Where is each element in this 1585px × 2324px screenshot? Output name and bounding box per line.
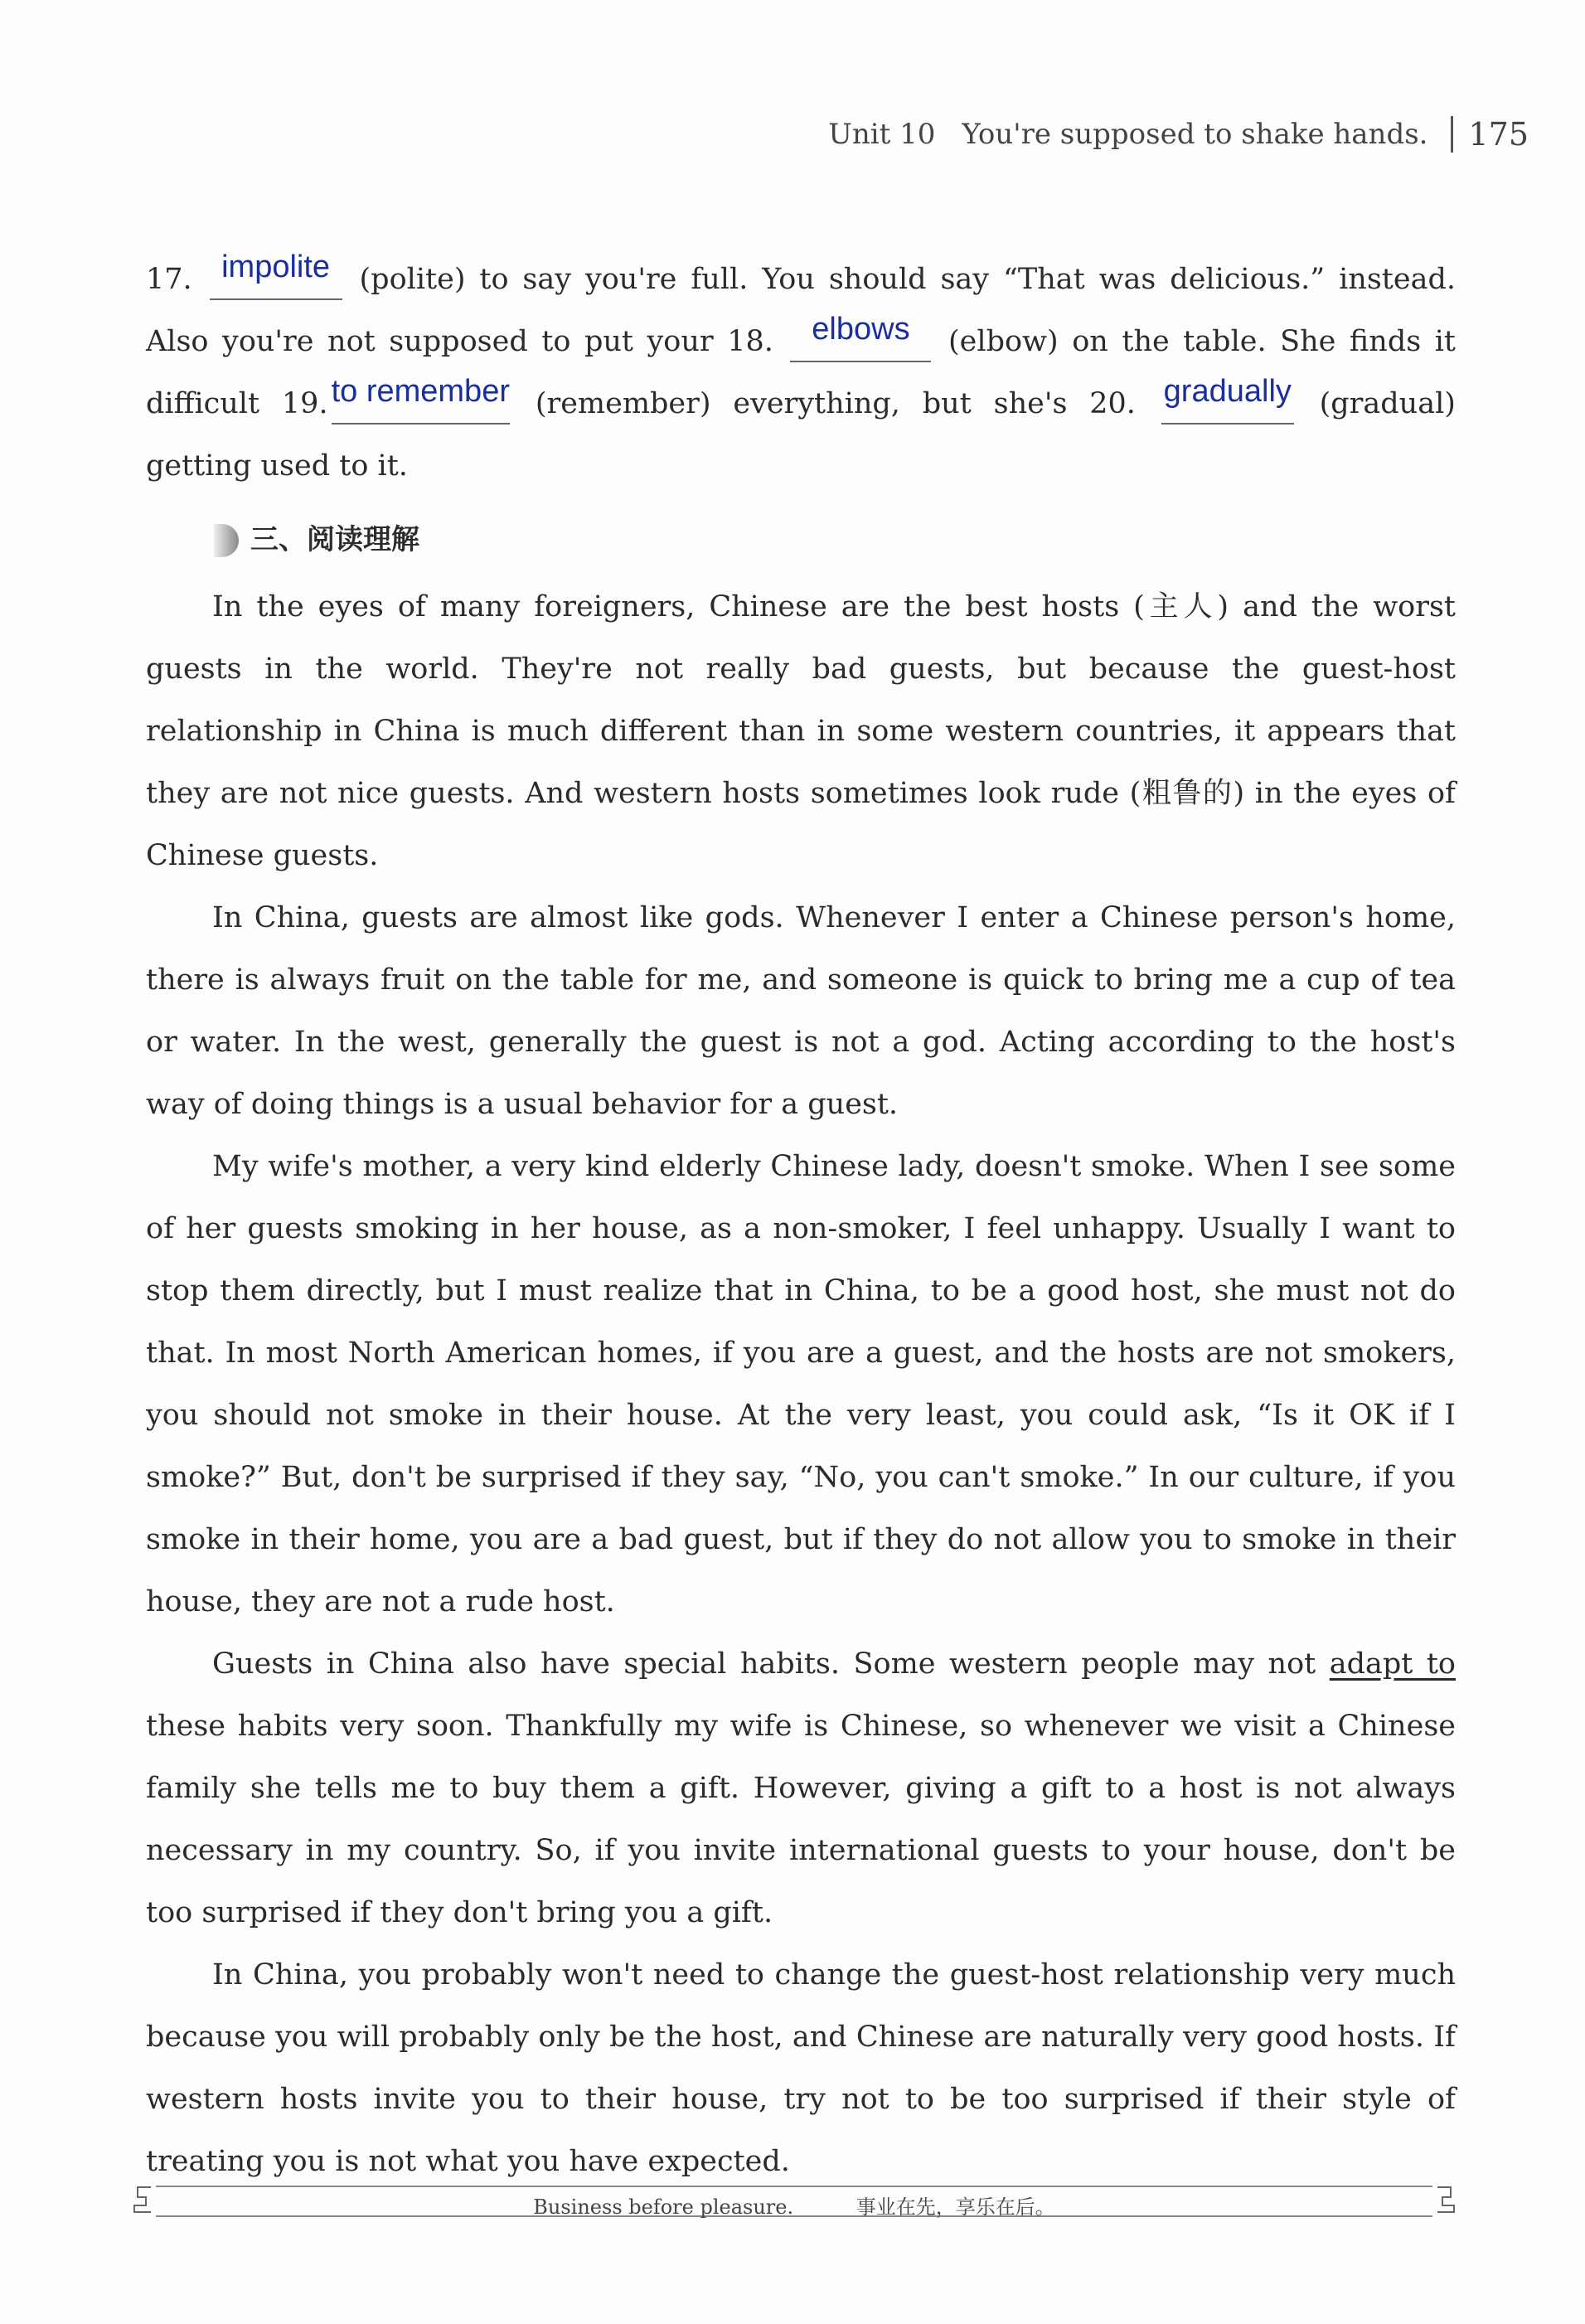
answer-17: impolite bbox=[221, 250, 331, 284]
text-17: (polite) to say you're full. You should say “That was delicious.” instead. Also you're not supposed to put your bbox=[146, 263, 1456, 358]
motto-english: Business before pleasure. bbox=[533, 2195, 794, 2219]
footer-banner bbox=[131, 2181, 1457, 2217]
page-body bbox=[146, 249, 1456, 2193]
text-18: (elbow) on the table. She finds it difficult bbox=[146, 325, 1456, 420]
unit-label: Unit 10 bbox=[828, 118, 936, 151]
page-number: 175 bbox=[1468, 116, 1529, 153]
passage-paragraph-5: In China, you probably won't need to change the guest-host relationship very much because you will probably only be the host, and Chinese are naturally very good hosts. If western hosts invite you to their house, try not to be too surprised if their style of treating you is not what you have expected. bbox=[146, 1958, 1456, 2178]
underlined-phrase: adapt to bbox=[1329, 1647, 1456, 1681]
item-number-20: 20. bbox=[1089, 387, 1136, 420]
section-title: 三、阅读理解 bbox=[250, 523, 419, 556]
passage-paragraph-4 bbox=[146, 1633, 1456, 1944]
footer-motto bbox=[131, 2191, 1457, 2220]
knot-ornament-icon bbox=[1434, 2181, 1457, 2217]
answer-blank-17 bbox=[210, 250, 342, 300]
header-divider bbox=[1451, 116, 1453, 153]
answer-19: to remember bbox=[331, 374, 510, 409]
section-heading bbox=[146, 509, 1456, 571]
p4-after: these habits very soon. Thankfully my wife is Chinese, so whenever we visit a Chinese family she tells me to buy them a gift. However, giving a gift to a host is not always necessary in my country. So, if you invite international guests to your house, don't be too surprised if they don't bring you a gift. bbox=[146, 1710, 1456, 1929]
passage-paragraph-2: In China, guests are almost like gods. Whenever I enter a Chinese person's home, there is always fruit on the table for me, and someone is quick to bring me a cup of tea or water. In the west, generally the guest is not a god. Acting according to the host's way of doing things is a usual behavior for a guest. bbox=[146, 901, 1456, 1121]
answer-18: elbows bbox=[812, 312, 910, 347]
answer-blank-19 bbox=[331, 374, 510, 425]
text-19: (remember) everything, but she's bbox=[535, 387, 1068, 420]
passage-paragraph-1: In the eyes of many foreigners, Chinese are the best hosts (主人) and the worst guests in the world. They're not really bad guests, but because the guest-host relationship in China is much different than in some western countries, it appears that they are not nice guests. And western hosts sometimes look rude (粗鲁的) in the eyes of Chinese guests. bbox=[146, 590, 1456, 872]
item-number-19: 19. bbox=[281, 387, 328, 420]
passage-paragraph-3: My wife's mother, a very kind elderly Chinese lady, doesn't smoke. When I see some of her guests smoking in her house, as a non-smoker, I feel unhappy. Usually I want to stop them directly, but I must realize that in China, to be a good host, she must not do that. In most North American homes, if you are a guest, and the hosts are not smokers, you should not smoke in their house. At the very least, you could ask, “Is it OK if I smoke?” But, don't be surprised if they say, “No, you can't smoke.” In our culture, if you smoke in their home, you are a bad guest, but if they do not allow you to smoke in their house, they are not a rude host. bbox=[146, 1150, 1456, 1618]
answer-blank-18 bbox=[790, 312, 931, 362]
half-moon-icon bbox=[214, 524, 239, 557]
item-number-18: 18. bbox=[727, 325, 773, 358]
answer-blank-20 bbox=[1161, 374, 1294, 425]
running-header bbox=[828, 116, 1529, 153]
motto-chinese: 事业在先，享乐在后。 bbox=[856, 2195, 1055, 2219]
text-20: (gradual) getting used to it. bbox=[146, 387, 1456, 483]
item-number-17: 17. bbox=[146, 263, 192, 296]
answer-20: gradually bbox=[1163, 374, 1292, 409]
p4-before: Guests in China also have special habits. Some western people may not bbox=[212, 1647, 1316, 1681]
unit-title: You're supposed to shake hands. bbox=[962, 118, 1428, 151]
fill-in-exercise bbox=[146, 249, 1456, 497]
